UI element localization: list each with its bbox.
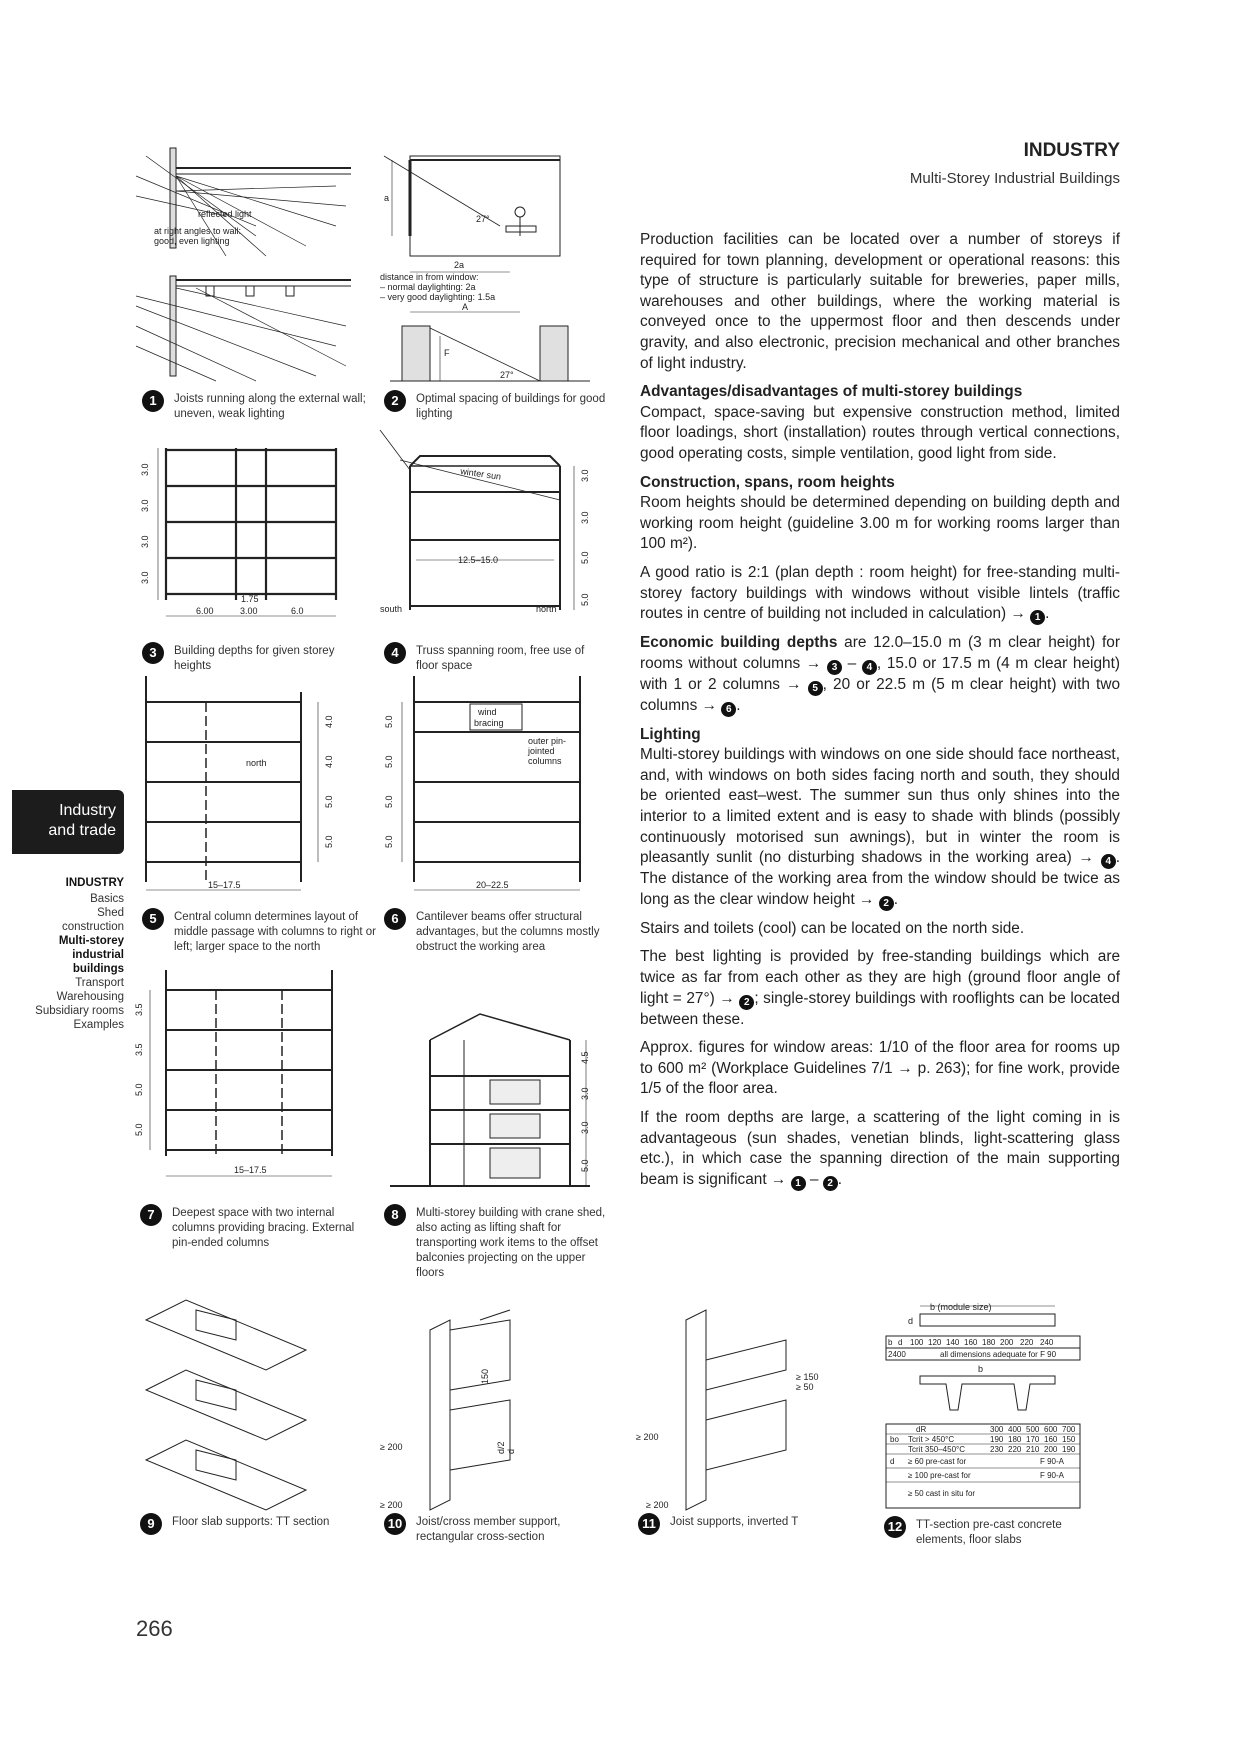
caption-text: Optimal spacing of buildings for good lighting <box>416 393 606 420</box>
figure-8-drawing <box>380 1010 600 1200</box>
construction-paragraph-2: A good ratio is 2:1 (plan depth : room height) for free-standing multi-storey factory buildings with windows without visible lintels (traffic routes in centre of building not included in calculation) → 1 . <box>640 563 1120 624</box>
label-150: ≥ 150 <box>796 1372 819 1382</box>
table-cell: 120 <box>928 1338 942 1347</box>
label-h45: 4.5 <box>580 1051 590 1064</box>
figure-3-caption <box>142 644 367 674</box>
caption-text: Multi-storey building with crane shed, also acting as lifting shaft for transporting work items to the offset balconies projecting on the upper floors <box>416 1207 606 1279</box>
label-distance: distance in from window: <box>380 272 479 282</box>
table-cell: 190 <box>1062 1445 1076 1454</box>
figure-10-caption <box>384 1515 609 1545</box>
figure-ref[interactable]: 4 <box>862 660 877 675</box>
figure-11-caption <box>638 1515 863 1530</box>
nav-item[interactable]: Transport <box>75 977 124 989</box>
figure-number-badge: 7 <box>140 1204 162 1226</box>
caption-text: Cantilever beams offer structural advantages, but the columns mostly obstruct the working area <box>416 911 600 953</box>
label-very-good: – very good daylighting: 1.5a <box>380 292 496 302</box>
label-normal: – normal daylighting: 2a <box>380 282 476 292</box>
table-cell: 160 <box>1044 1435 1058 1444</box>
nav-item-active[interactable]: buildings <box>72 963 124 975</box>
label-jointed: jointed <box>528 746 555 756</box>
heading-lighting: Lighting <box>640 725 701 743</box>
construction-paragraph-1: Room heights should be determined depending on building depth and working room height (guideline 3.00 m for working rooms larger than 100 m²). <box>640 494 1120 553</box>
label-columns: columns <box>528 756 562 766</box>
text-run: If the room depths are large, a scattering of the light coming in is advantageous (sun shades, venetian blinds, light-scattering glass etc.), in which case the spanning direction of the main supporting beam is significant → <box>640 1109 1120 1188</box>
table-cell: 400 <box>1008 1425 1022 1434</box>
figure-5-drawing <box>136 672 356 902</box>
nav-item[interactable]: Basics <box>90 893 124 905</box>
label-d2: d/2 <box>496 1441 506 1454</box>
figure-ref[interactable]: 6 <box>721 702 736 717</box>
figure-1-drawing <box>136 146 356 386</box>
caption-text: Building depths for given storey heights <box>174 645 335 672</box>
table-cell: 150 <box>1062 1435 1076 1444</box>
table-cell: 180 <box>1008 1435 1022 1444</box>
table-cell: F 90-A <box>1040 1457 1065 1466</box>
table-cell: 170 <box>1026 1435 1040 1444</box>
label-width-mid: 1.75 <box>241 594 259 604</box>
label-span: 15–17.5 <box>208 880 241 890</box>
label-span: 12.5–15.0 <box>458 555 499 565</box>
table-cell: 300 <box>990 1425 1004 1434</box>
label-h5: 5.0 <box>384 795 394 808</box>
nav-item[interactable]: Subsidiary rooms <box>35 1005 124 1017</box>
chapter-tab-line1: Industry <box>59 802 116 819</box>
text-run: Multi-storey buildings with windows on one side should face northeast, and, with windows on both sides facing north and south, they should be oriented east–west. The summer sun thus only shines into the interior to a limited extent and is easy to shade with blinds (possibly continuously motorised sun awnings), but in winter the room is pleasantly sunlit (no disturbing shadows in the working area) → <box>640 746 1120 867</box>
text-run: are 12.0–15.0 m (3 m clear height) for rooms without columns → <box>640 634 1120 672</box>
lighting-paragraph-2: Stairs and toilets (cool) can be located on the north side. <box>640 919 1025 937</box>
table-cell: bo <box>890 1435 899 1444</box>
label-height: 3.0 <box>140 535 150 548</box>
label-d: d <box>908 1316 914 1326</box>
lighting-paragraph-5: If the room depths are large, a scattering of the light coming in is advantageous (sun shades, venetian blinds, light-scattering glass etc.), in which case the spanning direction of the main supporting beam is significant → 1 – 2 . <box>640 1109 1120 1189</box>
label-span: 20–22.5 <box>476 880 509 890</box>
label-a: a <box>384 193 390 203</box>
table-cell: d <box>890 1457 895 1466</box>
figure-number-badge: 1 <box>142 390 164 412</box>
nav-item-active[interactable]: industrial <box>72 949 124 961</box>
label-2a: 2a <box>454 260 465 270</box>
table-cell: ≥ 100 pre-cast for <box>908 1471 971 1480</box>
label-h5: 5.0 <box>384 755 394 768</box>
text-run: The best lighting is provided by free-standing buildings which are twice as far from each other as they are high (ground floor angle of light = 27°) → <box>640 948 1120 1007</box>
chapter-tab[interactable] <box>12 790 124 854</box>
bold-term: Economic building depths <box>640 634 838 652</box>
text-run: ; single-storey buildings with rooflights can be located between these. <box>640 989 1120 1028</box>
table-cell: all dimensions adequate for F 90 <box>940 1350 1057 1359</box>
figure-number-badge: 2 <box>384 390 406 412</box>
table-cell: 230 <box>990 1445 1004 1454</box>
table-cell: 200 <box>1044 1445 1058 1454</box>
label-north: north <box>536 604 557 614</box>
table-cell: 220 <box>1020 1338 1034 1347</box>
lighting-paragraph-1: Multi-storey buildings with windows on one side should face northeast, and, with windows on both sides facing north and south, they should be oriented east–west. The summer sun thus only shines into the interior to a limited extent and is easy to shade with blinds (possibly continuously motorised sun awnings), but in winter the room is pleasantly sunlit (no disturbing shadows in the working area) → 4 . The distance of the working area from the window should be twice as long as the clear window height → 2 . <box>640 746 1120 909</box>
label-good-lighting: good, even lighting <box>154 236 230 246</box>
label-width-2: 3.00 <box>240 606 258 616</box>
caption-text: Central column determines layout of middle passage with columns to right or left; larger space to the north <box>174 911 376 953</box>
label-h5: 5.0 <box>134 1123 144 1136</box>
table-cell: 600 <box>1044 1425 1058 1434</box>
text-run: , 20 or 22.5 m (5 m clear height) with two columns → <box>640 675 1121 714</box>
label-height: 3.0 <box>140 463 150 476</box>
table-cell: ≥ 60 pre-cast for <box>908 1457 967 1466</box>
label-width-3: 6.0 <box>291 606 304 616</box>
figure-12-caption <box>884 1518 1109 1548</box>
figure-11-drawing <box>636 1300 836 1510</box>
label-150: 150 <box>480 1368 490 1384</box>
table-cell: 500 <box>1026 1425 1040 1434</box>
figure-ref[interactable]: 4 <box>1101 854 1116 869</box>
figure-number-badge: 3 <box>142 642 164 664</box>
figure-5-caption <box>142 910 377 955</box>
text-run: A good ratio is 2:1 (plan depth : room height) for free-standing multi-storey factory buildings with windows without visible lintels (traffic routes in centre of building not included in calculation) → <box>640 563 1120 623</box>
label-h5: 5.0 <box>384 835 394 848</box>
label-h5: 5.0 <box>580 593 590 606</box>
figure-ref[interactable]: 3 <box>827 660 842 675</box>
label-height: 3.0 <box>140 571 150 584</box>
figure-ref[interactable]: 2 <box>879 896 894 911</box>
lighting-paragraph-4: Approx. figures for window areas: 1/10 of the floor area for rooms up to 600 m² (Workplace Guidelines 7/1 → p. 263); for fine work, provide 1/5 of the floor area. <box>640 1039 1120 1098</box>
table-cell: d <box>898 1338 903 1347</box>
label-b: b <box>978 1364 984 1374</box>
table-cell: 220 <box>1008 1445 1022 1454</box>
nav-item[interactable]: Examples <box>73 1019 124 1031</box>
table-cell: 100 <box>910 1338 924 1347</box>
figure-number-badge: 11 <box>638 1513 660 1535</box>
label-bracing: bracing <box>474 718 504 728</box>
figure-9-caption <box>140 1515 365 1530</box>
figure-1-caption <box>142 392 367 422</box>
body-text <box>640 230 1120 1199</box>
figure-number-badge: 10 <box>384 1513 406 1535</box>
figure-6-caption <box>384 910 609 955</box>
figure-9-drawing <box>136 1290 356 1510</box>
figure-number-badge: 6 <box>384 908 406 930</box>
section-subtitle: Multi-Storey Industrial Buildings <box>909 170 1120 187</box>
caption-text: Floor slab supports: TT section <box>172 1516 330 1528</box>
figure-6-drawing <box>380 672 600 902</box>
chapter-nav <box>10 876 124 1032</box>
table-cell: 240 <box>1040 1338 1054 1347</box>
label-h35: 3.5 <box>134 1043 144 1056</box>
figure-4-caption <box>384 644 609 674</box>
text-run: , 15.0 or 17.5 m (4 m clear height) with 1 or 2 columns → <box>640 654 1120 693</box>
figure-12-drawing <box>880 1300 1090 1510</box>
table-cell: b <box>888 1338 893 1347</box>
label-h5: 5.0 <box>324 835 334 848</box>
heading-construction: Construction, spans, room heights <box>640 473 895 491</box>
table-cell: Tcrit 350–450°C <box>908 1445 966 1454</box>
label-h5: 5.0 <box>134 1083 144 1096</box>
caption-text: Deepest space with two internal columns providing bracing. External pin-ended columns <box>172 1207 355 1249</box>
nav-item[interactable]: construction <box>61 921 124 933</box>
figure-7-caption <box>140 1206 365 1251</box>
nav-item-active[interactable]: Multi-storey <box>58 935 124 947</box>
caption-text: Joists running along the external wall; uneven, weak lighting <box>174 393 366 420</box>
figure-ref[interactable]: 1 <box>1030 610 1045 625</box>
figure-8-caption <box>384 1206 609 1281</box>
page-number: 266 <box>136 1616 173 1641</box>
figure-4-drawing <box>380 430 600 635</box>
label-wind: wind <box>478 707 497 717</box>
label-200-lower: ≥ 200 <box>380 1500 403 1510</box>
table-cell: 160 <box>964 1338 978 1347</box>
table-cell: Tcrit > 450°C <box>908 1435 955 1444</box>
label-F: F <box>444 348 450 358</box>
table-cell: 200 <box>1000 1338 1014 1347</box>
economic-depths-paragraph: Economic building depths are 12.0–15.0 m (3 m clear height) for rooms without columns → 3 – 4 , 15.0 or 17.5 m (4 m clear height) with 1 or 2 columns → 5 , 20 or 22.5 m (5 m clear height) with two columns → 6 . <box>640 634 1121 715</box>
table-cell: 2400 <box>888 1350 906 1359</box>
label-d: d <box>506 1448 516 1454</box>
figure-ref[interactable]: 2 <box>739 995 754 1010</box>
figure-2-drawing <box>380 146 600 386</box>
caption-text: TT-section pre-cast concrete elements, floor slabs <box>916 1519 1062 1546</box>
label-h5: 5.0 <box>324 795 334 808</box>
label-h5: 5.0 <box>580 551 590 564</box>
table-cell: 190 <box>990 1435 1004 1444</box>
table-cell: 140 <box>946 1338 960 1347</box>
figure-ref[interactable]: 5 <box>808 681 823 696</box>
label-width-1: 6.00 <box>196 606 214 616</box>
nav-item[interactable]: Warehousing <box>56 991 124 1003</box>
label-h4: 4.0 <box>324 755 334 768</box>
caption-text: Joist supports, inverted T <box>670 1516 799 1528</box>
label-h5: 5.0 <box>384 715 394 728</box>
figure-number-badge: 8 <box>384 1204 406 1226</box>
label-200: ≥ 200 <box>636 1432 659 1442</box>
caption-text: Joist/cross member support, rectangular cross-section <box>416 1516 561 1543</box>
chapter-nav-heading: INDUSTRY <box>65 877 124 889</box>
text-run: – <box>841 654 862 672</box>
table-cell: ≥ 50 cast in situ for <box>908 1489 976 1498</box>
label-200: ≥ 200 <box>380 1442 403 1452</box>
label-winter-sun: winter sun <box>459 466 502 482</box>
text-run: . The distance of the working area from the window should be twice as long as the clear window height → <box>640 849 1120 908</box>
label-h3: 3.0 <box>580 1087 590 1100</box>
figure-number-badge: 9 <box>140 1513 162 1535</box>
chapter-tab-line2: and trade <box>48 822 116 839</box>
label-h3: 3.0 <box>580 1121 590 1134</box>
label-height: 3.0 <box>140 499 150 512</box>
table-cell: 700 <box>1062 1425 1076 1434</box>
label-span: 15–17.5 <box>234 1165 267 1175</box>
intro-paragraph: Production facilities can be located over a number of storeys if required for town planning, development or operational reasons: this type of structure is particularly suitable for breweries, paper mills, warehouses and other buildings, where the working material is conveyed once to the uppermost floor and then descends under gravity, and also electronic, precision mechanical and other branches of light industry. <box>640 231 1120 372</box>
label-A: A <box>462 302 469 312</box>
nav-item[interactable]: Shed <box>97 907 124 919</box>
figure-2-caption <box>384 392 609 422</box>
table-cell: F 90-A <box>1040 1471 1065 1480</box>
advantages-paragraph: Compact, space-saving but expensive construction method, limited floor loadings, short (installation) routes through vertical connections, good operating costs, simple ventilation, good light from side. <box>640 403 1120 462</box>
table-cell: 180 <box>982 1338 996 1347</box>
label-north: north <box>246 758 267 768</box>
label-h4: 4.0 <box>324 715 334 728</box>
label-h3: 3.0 <box>580 511 590 524</box>
label-h35: 3.5 <box>134 1003 144 1016</box>
label-module-size: b (module size) <box>930 1302 992 1312</box>
label-50: ≥ 50 <box>796 1382 814 1392</box>
figure-3-drawing <box>136 440 356 635</box>
label-south: south <box>380 604 403 614</box>
label-h3: 3.0 <box>580 469 590 482</box>
lighting-paragraph-3 <box>640 947 1120 1030</box>
table-cell: 210 <box>1026 1445 1040 1454</box>
figure-ref[interactable]: 1 <box>791 1176 806 1191</box>
label-angle: 27° <box>476 214 490 224</box>
figure-7-drawing <box>136 966 356 1196</box>
label-right-angles: at right angles to wall: <box>154 226 242 236</box>
figure-ref[interactable]: 2 <box>823 1176 838 1191</box>
section-title: INDUSTRY <box>1023 140 1120 161</box>
label-h5: 5.0 <box>580 1159 590 1172</box>
figure-number-badge: 4 <box>384 642 406 664</box>
label-angle-2: 27° <box>500 370 514 380</box>
figure-number-badge: 12 <box>884 1516 906 1538</box>
figure-number-badge: 5 <box>142 908 164 930</box>
caption-text: Truss spanning room, free use of floor space <box>416 645 585 672</box>
label-200-lower: ≥ 200 <box>646 1500 669 1510</box>
label-outer: outer pin- <box>528 736 567 746</box>
text-run: – <box>805 1170 823 1188</box>
heading-advantages: Advantages/disadvantages of multi-storey buildings <box>640 383 1023 401</box>
table-cell: dR <box>916 1425 927 1434</box>
figure-10-drawing <box>380 1300 580 1510</box>
label-reflected-light: reflected light <box>198 209 252 219</box>
